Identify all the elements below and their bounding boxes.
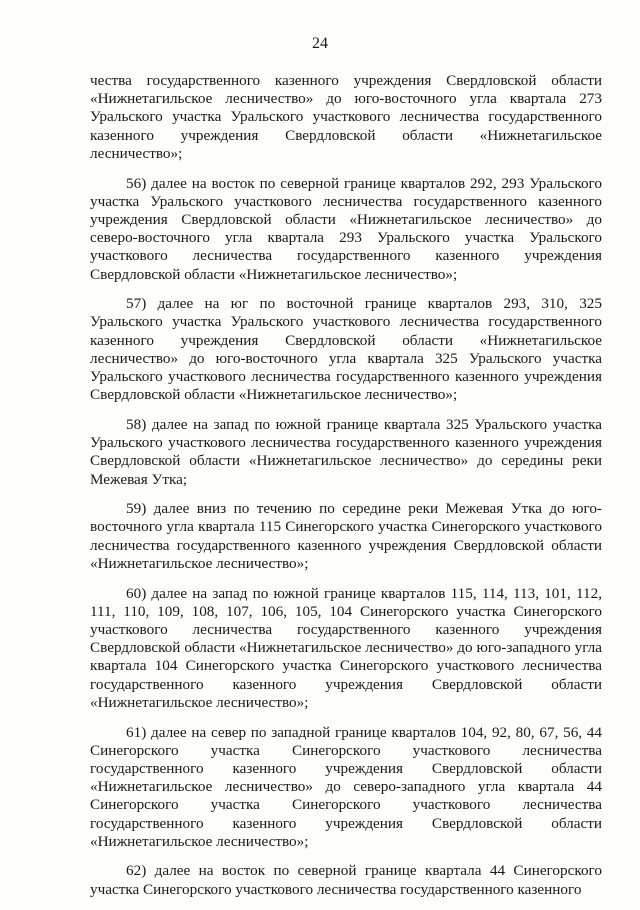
paragraph-item-59: 59) далее вниз по течению по середине реки Межевая Утка до юго-восточного угла квартала 115 Синегорского участка Синегорского участкового лесничества государственного казенного учреждения Свердловской области «Нижнетагильское лесничество»; bbox=[90, 500, 602, 572]
paragraph-item-60: 60) далее на запад по южной границе кварталов 115, 114, 113, 101, 112, 111, 110, 109, 108, 107, 106, 105, 104 Синегорского участка Синегорского участкового лесничества государственного казенного учреждения Свердловской области «Нижнетагильское лесничество» до юго-западного угла квартала 104 Синегорского участка Синегорского участкового лесничества государственного казенного учреждения Свердловской области «Нижнетагильское лесничество»; bbox=[90, 584, 602, 711]
paragraph-item-61: 61) далее на север по западной границе кварталов 104, 92, 80, 67, 56, 44 Синегорского участка Синегорского участкового лесничества государственного казенного учреждения Свердловской области «Нижнетагильское лесничество» до северо-западного угла квартала 44 Синегорского участка Синегорского участкового лесничества государственного казенного учреждения Свердловской области «Нижнетагильское лесничество»; bbox=[90, 723, 602, 850]
page-number: 24 bbox=[312, 35, 328, 52]
paragraph-item-62: 62) далее на восток по северной границе квартала 44 Синегорского участка Синегорского участкового лесничества государственного казенного bbox=[90, 862, 602, 898]
paragraph-item-57: 57) далее на юг по восточной границе кварталов 293, 310, 325 Уральского участка Уральского участкового лесничества государственного казенного учреждения Свердловской области «Нижнетагильское лесничество» до юго-восточного угла квартала 325 Уральского участка Уральского участкового лесничества государственного казенного учреждения Свердловской области «Нижнетагильское лесничество»; bbox=[90, 295, 602, 404]
paragraph-continuation: чества государственного казенного учреждения Свердловской области «Нижнетагильское лесничество» до юго-восточного угла квартала 273 Уральского участка Уральского участкового лесничества государственного казенного учреждения Свердловской области «Нижнетагильское лесничество»; bbox=[90, 72, 602, 162]
paragraph-item-56: 56) далее на восток по северной границе кварталов 292, 293 Уральского участка Уральского участкового лесничества государственного казенного учреждения Свердловской области «Нижнетагильское лесничество» до северо-восточного угла квартала 293 Уральского участка Уральского участкового лесничества государственного казенного учреждения Свердловской области «Нижнетагильское лесничество»; bbox=[90, 174, 602, 283]
document-body bbox=[90, 72, 602, 910]
paragraph-item-58: 58) далее на запад по южной границе квартала 325 Уральского участка Уральского участкового лесничества государственного казенного учреждения Свердловской области «Нижнетагильское лесничество» до середины реки Межевая Утка; bbox=[90, 415, 602, 488]
